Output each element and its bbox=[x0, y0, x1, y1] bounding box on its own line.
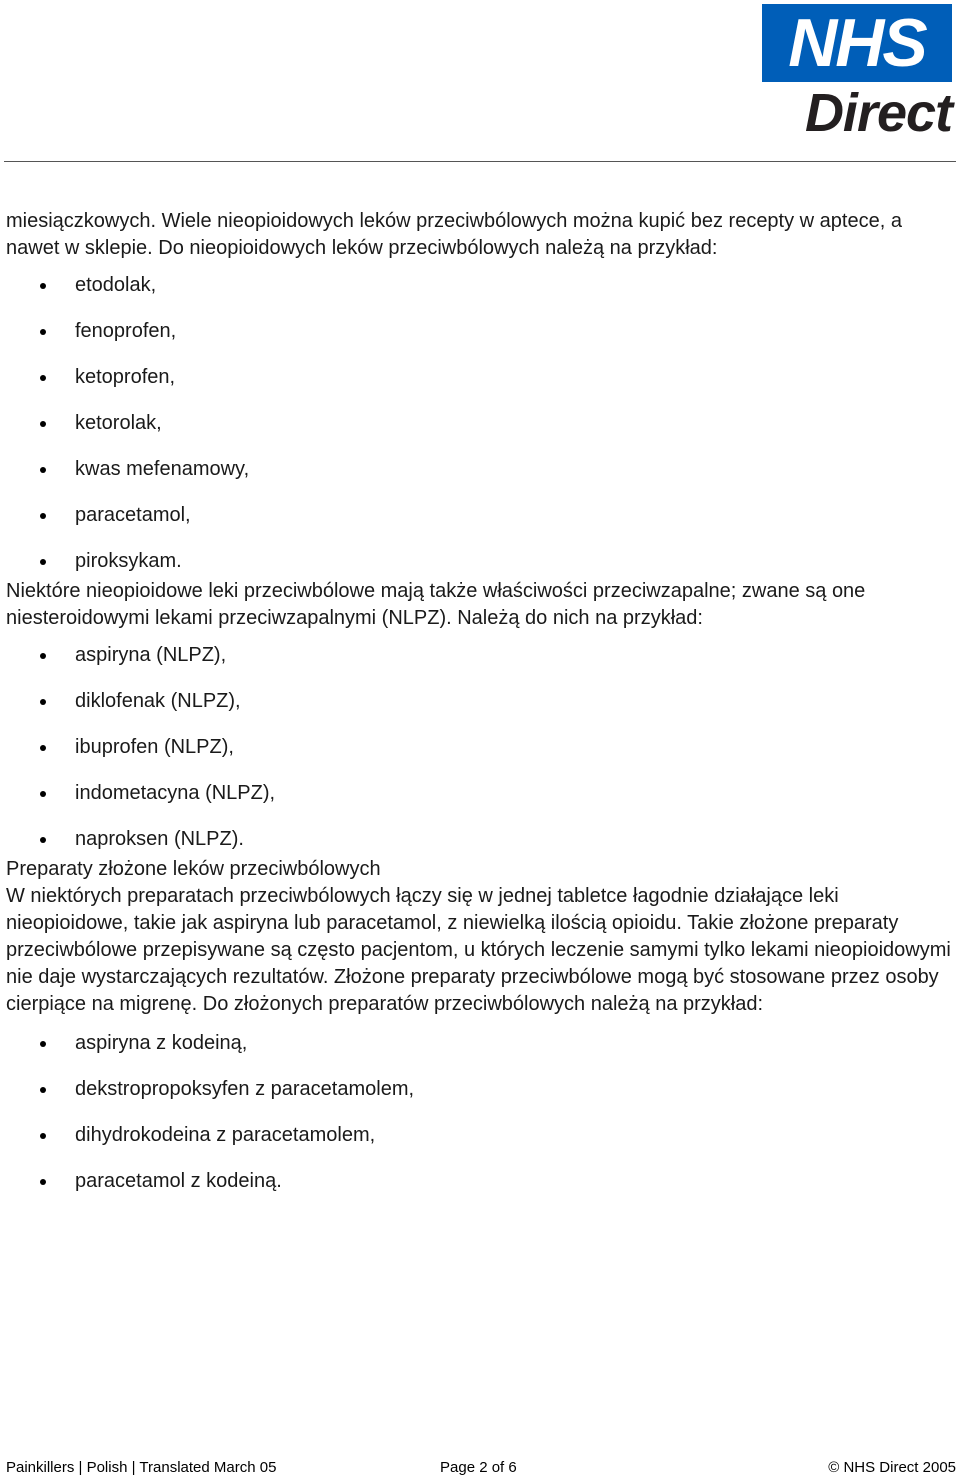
list-item bbox=[6, 632, 956, 678]
section-heading-combined: Preparaty złożone leków przeciwbólowych bbox=[6, 858, 381, 880]
list-item-text: etodolak, bbox=[75, 274, 157, 296]
nsaid-list bbox=[6, 632, 956, 862]
header-divider bbox=[4, 161, 956, 162]
bullet-icon bbox=[40, 791, 46, 797]
nhs-direct-logo bbox=[760, 4, 952, 143]
footer-page-number: Page 2 of 6 bbox=[440, 1459, 517, 1476]
list-item-text: dihydrokodeina z paracetamolem, bbox=[75, 1124, 376, 1146]
list-item-text: aspiryna (NLPZ), bbox=[75, 644, 227, 666]
bullet-icon bbox=[40, 283, 46, 289]
list-item bbox=[6, 538, 956, 584]
logo-direct-text: Direct bbox=[804, 83, 952, 143]
list-item-text: ketorolak, bbox=[75, 412, 162, 434]
bullet-icon bbox=[40, 513, 46, 519]
list-item bbox=[6, 770, 956, 816]
list-item bbox=[6, 1112, 956, 1158]
list-item bbox=[6, 678, 956, 724]
list-item-text: fenoprofen, bbox=[75, 320, 177, 342]
list-item bbox=[6, 816, 956, 862]
list-item bbox=[6, 262, 956, 308]
list-item-text: aspiryna z kodeiną, bbox=[75, 1032, 248, 1054]
document-body bbox=[6, 208, 956, 1204]
bullet-icon bbox=[40, 467, 46, 473]
list-item-text: dekstropropoksyfen z paracetamolem, bbox=[75, 1078, 415, 1100]
bullet-icon bbox=[40, 1087, 46, 1093]
list-item-text: ibuprofen (NLPZ), bbox=[75, 736, 234, 758]
bullet-icon bbox=[40, 329, 46, 335]
non-opioid-list bbox=[6, 262, 956, 584]
bullet-icon bbox=[40, 837, 46, 843]
list-item bbox=[6, 492, 956, 538]
list-item bbox=[6, 446, 956, 492]
footer-document-info: Painkillers | Polish | Translated March 05 bbox=[6, 1459, 277, 1476]
bullet-icon bbox=[40, 559, 46, 565]
footer-copyright: © NHS Direct 2005 bbox=[828, 1459, 956, 1476]
paragraph-combined: W niektórych preparatach przeciwbólowych łączy się w jednej tabletce łagodnie działające leki nieopioidowe, takie jak aspiryna lub paracetamol, z niewielką ilością opioidu. Takie złożone preparaty przeciwbólowe przepisywane są często pacjentom, u których leczenie samymi tylko lekami nieopioidowymi nie daje wystarczających rezultatów. Złożone preparaty przeciwbólowe mogą być stosowane przez osoby cierpiące na migrenę. Do złożonych preparatów przeciwbólowych należą na przykład: bbox=[6, 885, 951, 1015]
logo-nhs-text: NHS bbox=[788, 5, 926, 81]
list-item-text: kwas mefenamowy, bbox=[75, 458, 250, 480]
bullet-icon bbox=[40, 421, 46, 427]
combined-list bbox=[6, 1020, 956, 1204]
list-item-text: piroksykam. bbox=[75, 550, 182, 572]
bullet-icon bbox=[40, 653, 46, 659]
bullet-icon bbox=[40, 1179, 46, 1185]
logo-nhs-box bbox=[762, 4, 952, 82]
list-item bbox=[6, 1020, 956, 1066]
list-item-text: indometacyna (NLPZ), bbox=[75, 782, 276, 804]
list-item-text: ketoprofen, bbox=[75, 366, 176, 388]
list-item bbox=[6, 724, 956, 770]
list-item bbox=[6, 400, 956, 446]
bullet-icon bbox=[40, 1041, 46, 1047]
bullet-icon bbox=[40, 699, 46, 705]
list-item-text: paracetamol, bbox=[75, 504, 191, 526]
list-item-text: naproksen (NLPZ). bbox=[75, 828, 244, 850]
list-item bbox=[6, 1066, 956, 1112]
list-item-text: diklofenak (NLPZ), bbox=[75, 690, 241, 712]
bullet-icon bbox=[40, 375, 46, 381]
bullet-icon bbox=[40, 745, 46, 751]
list-item-text: paracetamol z kodeiną. bbox=[75, 1170, 282, 1192]
list-item bbox=[6, 354, 956, 400]
list-item bbox=[6, 308, 956, 354]
paragraph-intro: miesiączkowych. Wiele nieopioidowych leków przeciwbólowych można kupić bez recepty w aptece, a nawet w sklepie. Do nieopioidowych leków przeciwbólowych należą na przykład: bbox=[6, 210, 902, 259]
paragraph-nsaid: Niektóre nieopioidowe leki przeciwbólowe mają także właściwości przeciwzapalne; zwane są one niesteroidowymi lekami przeciwzapalnymi (NLPZ). Należą do nich na przykład: bbox=[6, 580, 866, 629]
bullet-icon bbox=[40, 1133, 46, 1139]
list-item bbox=[6, 1158, 956, 1204]
